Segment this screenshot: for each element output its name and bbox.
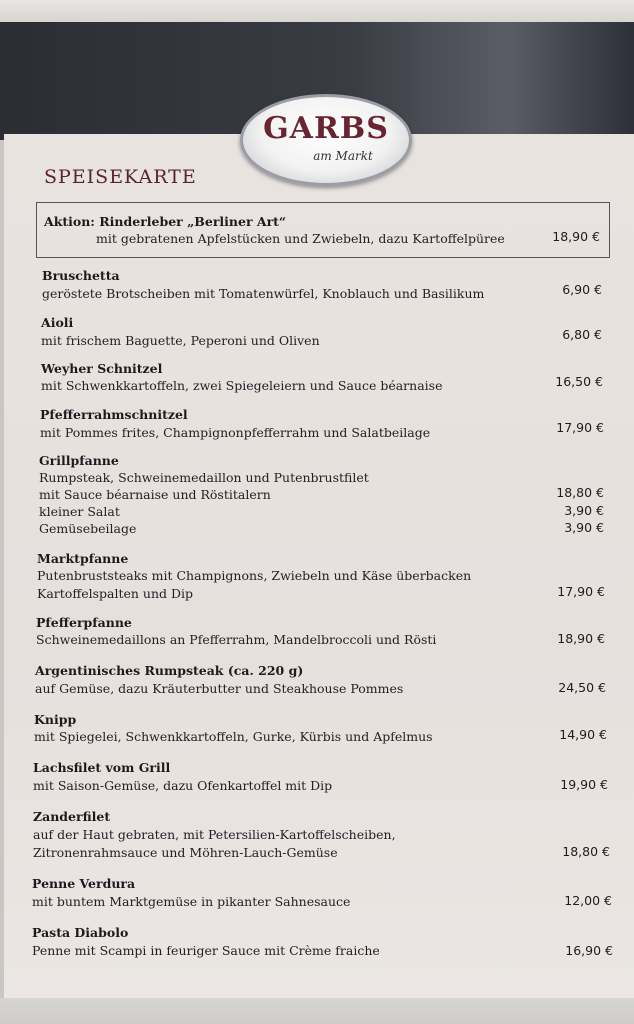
menu-item-extra-price: 3,90 € [564,520,604,535]
menu-item-name: Aioli [41,315,74,330]
menu-item-name: Zanderfilet [33,809,111,824]
menu-item-name: Bruschetta [42,268,120,283]
menu-item-desc: mit frischem Baguette, Peperoni und Oliven [41,333,320,348]
menu-item-desc: mit Spiegelei, Schwenkkartoffeln, Gurke, Kürbis und Apfelmus [34,729,433,744]
menu-item-desc: Schweinemedaillons an Pfefferrahm, Mandelbroccoli und Rösti [36,632,437,647]
menu-item-name: Penne Verdura [32,876,136,891]
restaurant-logo [240,94,412,186]
menu-item-name: Pasta Diabolo [32,925,129,940]
menu-item-desc: mit Sauce béarnaise und Röstitalern [39,487,271,502]
page-title: SPEISEKARTE [44,166,197,188]
menu-item-price: 17,90 € [557,584,605,599]
menu-item-price: 12,00 € [564,893,612,908]
menu-item-desc: Rumpsteak, Schweinemedaillon und Putenbrustfilet [39,470,369,485]
menu-item-price: 6,80 € [562,327,602,342]
table-surface [0,0,634,24]
menu-item-name: Pfefferpfanne [36,615,132,630]
menu-item-price: 24,50 € [558,680,606,695]
menu-item-price: 16,50 € [555,374,603,389]
menu-item-desc: geröstete Brotscheiben mit Tomatenwürfel, Knoblauch und Basilikum [42,286,485,301]
menu-item-name: Grillpfanne [39,453,119,468]
promo-price: 18,90 € [552,229,600,244]
logo-tagline: am Markt [313,149,373,163]
menu-item-price: 18,90 € [557,631,605,646]
menu-item-extra-price: 3,90 € [564,503,604,518]
menu-item-desc: auf Gemüse, dazu Kräuterbutter und Steakhouse Pommes [35,681,404,696]
menu-item-name: Knipp [34,712,77,727]
menu-item-desc: mit buntem Marktgemüse in pikanter Sahnesauce [32,894,351,909]
menu-item-desc: Penne mit Scampi in feuriger Sauce mit Crème fraiche [32,943,380,958]
promo-name: Aktion: Rinderleber „Berliner Art“ [44,214,287,229]
table-surface-bottom [0,998,634,1024]
menu-item-name: Lachsfilet vom Grill [33,760,171,775]
menu-item-price: 19,90 € [560,777,608,792]
menu-item-price: 6,90 € [562,282,602,297]
menu-item-desc: Kartoffelspalten und Dip [37,586,193,601]
menu-item-desc: Putenbruststeaks mit Champignons, Zwiebeln und Käse überbacken [37,568,472,583]
menu-item-price: 17,90 € [556,420,604,435]
menu-item-price: 16,90 € [565,943,613,958]
menu-item-extra: Gemüsebeilage [39,521,137,536]
menu-item-desc: mit Schwenkkartoffeln, zwei Spiegeleiern und Sauce béarnaise [41,378,443,393]
menu-item-price: 18,80 € [556,485,604,500]
menu-item-price: 18,80 € [562,844,610,859]
menu-item-desc: auf der Haut gebraten, mit Petersilien-Kartoffelscheiben, [33,827,396,842]
menu-item-desc: mit Saison-Gemüse, dazu Ofenkartoffel mit Dip [33,778,333,793]
promo-box [36,202,610,258]
menu-item-desc: mit Pommes frites, Champignonpfefferrahm und Salatbeilage [40,425,431,440]
menu-item-name: Argentinisches Rumpsteak (ca. 220 g) [35,663,304,678]
menu-item-name: Marktpfanne [37,551,129,566]
menu-item-name: Weyher Schnitzel [41,361,163,376]
menu-item-price: 14,90 € [559,727,607,742]
menu-item-desc: Zitronenrahmsauce und Möhren-Lauch-Gemüse [33,845,338,860]
menu-item-extra: kleiner Salat [39,504,120,519]
logo-wordmark: GARBS [263,111,389,146]
promo-desc: mit gebratenen Apfelstücken und Zwiebeln, dazu Kartoffelpüree [96,231,505,246]
menu-item-name: Pfefferrahmschnitzel [40,407,188,422]
